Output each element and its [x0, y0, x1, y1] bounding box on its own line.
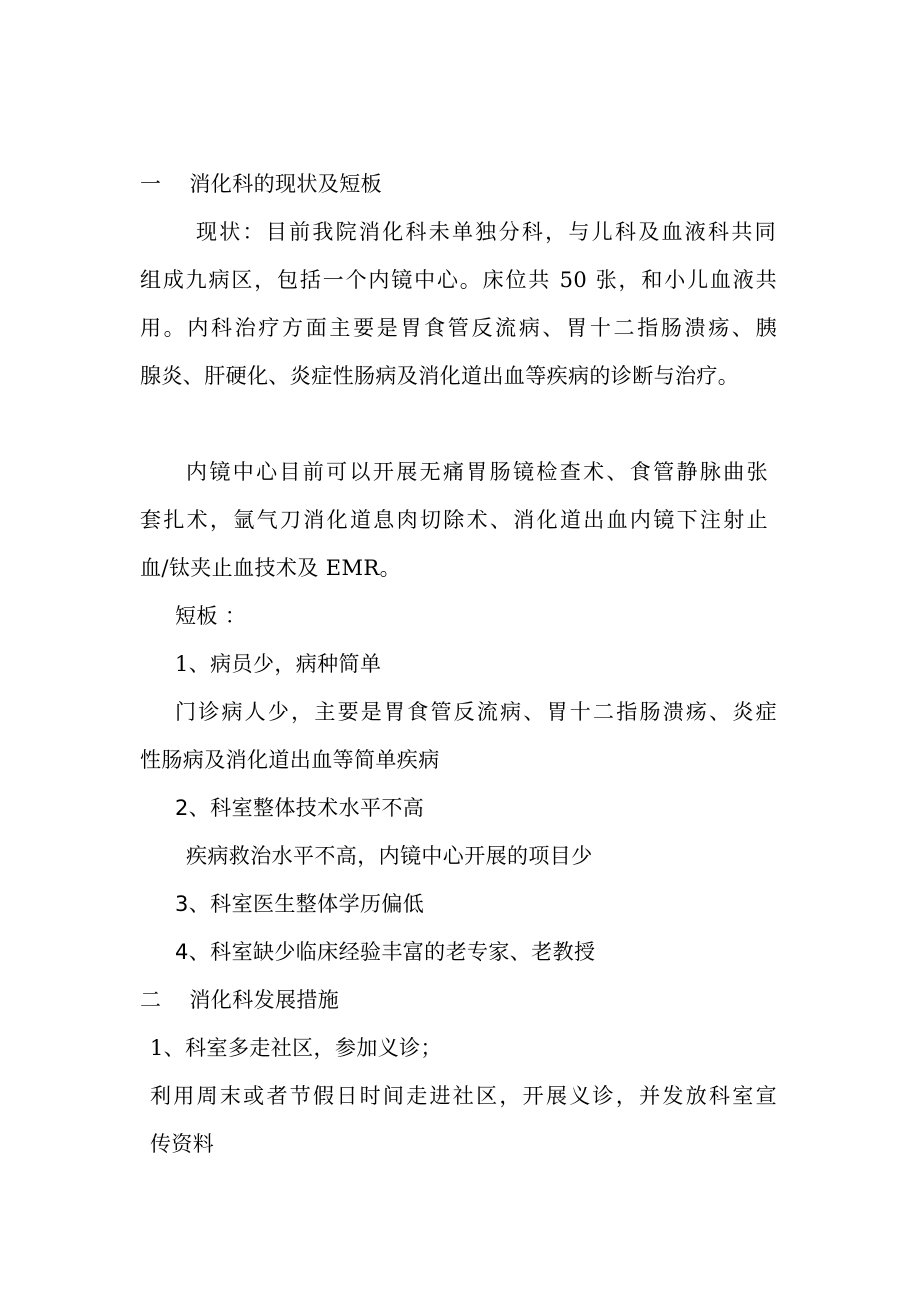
shortboard-item-2-body: 疾病救治水平不高，内镜中心开展的项目少 [186, 844, 593, 868]
status-line-3: 用。内科治疗方面主要是胃食管反流病、胃十二指肠溃疡、胰 [140, 316, 777, 340]
shortboard-item-2-text: 、科室整体技术水平不高 [188, 796, 425, 820]
measure-item-1-body-line-2: 传资料 [150, 1132, 215, 1156]
section-2-title: 消化科发展措施 [189, 988, 340, 1012]
shortboard-item-1-body-line-2: 性肠病及消化道出血等简单疾病 [140, 748, 440, 772]
shortboard-item-3-text: 、科室医生整体学历偏低 [188, 892, 425, 916]
section-2-number: 二 [140, 988, 162, 1012]
endoscopy-line-1: 内镜中心目前可以开展无痛胃肠镜检查术、食管静脉曲张 [186, 460, 768, 484]
shortboard-item-2-title [175, 793, 424, 823]
section-2-heading [140, 985, 339, 1015]
shortboard-item-1-title: 1、病员少，病种简单 [175, 652, 382, 676]
section-1-number: 一 [140, 172, 162, 196]
shortboard-item-4-number: 4 [175, 940, 189, 964]
shortboard-item-4-title [175, 937, 595, 967]
section-1-heading [140, 169, 382, 199]
endoscopy-line-3: 血/钛夹止血技术及 EMR。 [140, 556, 401, 580]
status-line-1: 现状：目前我院消化科未单独分科，与儿科及血液科共同 [196, 220, 776, 244]
shortboard-item-3-title [175, 889, 424, 919]
shortboard-label: 短板 ： [175, 604, 247, 628]
shortboard-item-4-text: 、科室缺少临床经验丰富的老专家、老教授 [188, 940, 596, 964]
shortboard-item-1-body-line-1: 门诊病人少，主要是胃食管反流病、胃十二指肠溃疡、炎症 [175, 700, 777, 724]
measure-item-1-title: 1、科室多走社区，参加义诊； [150, 1036, 442, 1060]
status-line-2: 组成九病区，包括一个内镜中心。床位共 50 张，和小儿血液共 [140, 268, 777, 292]
measure-item-1-body-line-1: 利用周末或者节假日时间走进社区，开展义诊，并发放科室宣 [150, 1084, 777, 1108]
shortboard-item-3-number: 3 [175, 892, 189, 916]
shortboard-item-2-number: 2 [175, 796, 189, 820]
section-1-title: 消化科的现状及短板 [189, 172, 383, 196]
status-line-4: 腺炎、肝硬化、炎症性肠病及消化道出血等疾病的诊断与治疗。 [140, 364, 740, 388]
endoscopy-line-2: 套扎术，氩气刀消化道息肉切除术、消化道出血内镜下注射止 [140, 508, 768, 532]
